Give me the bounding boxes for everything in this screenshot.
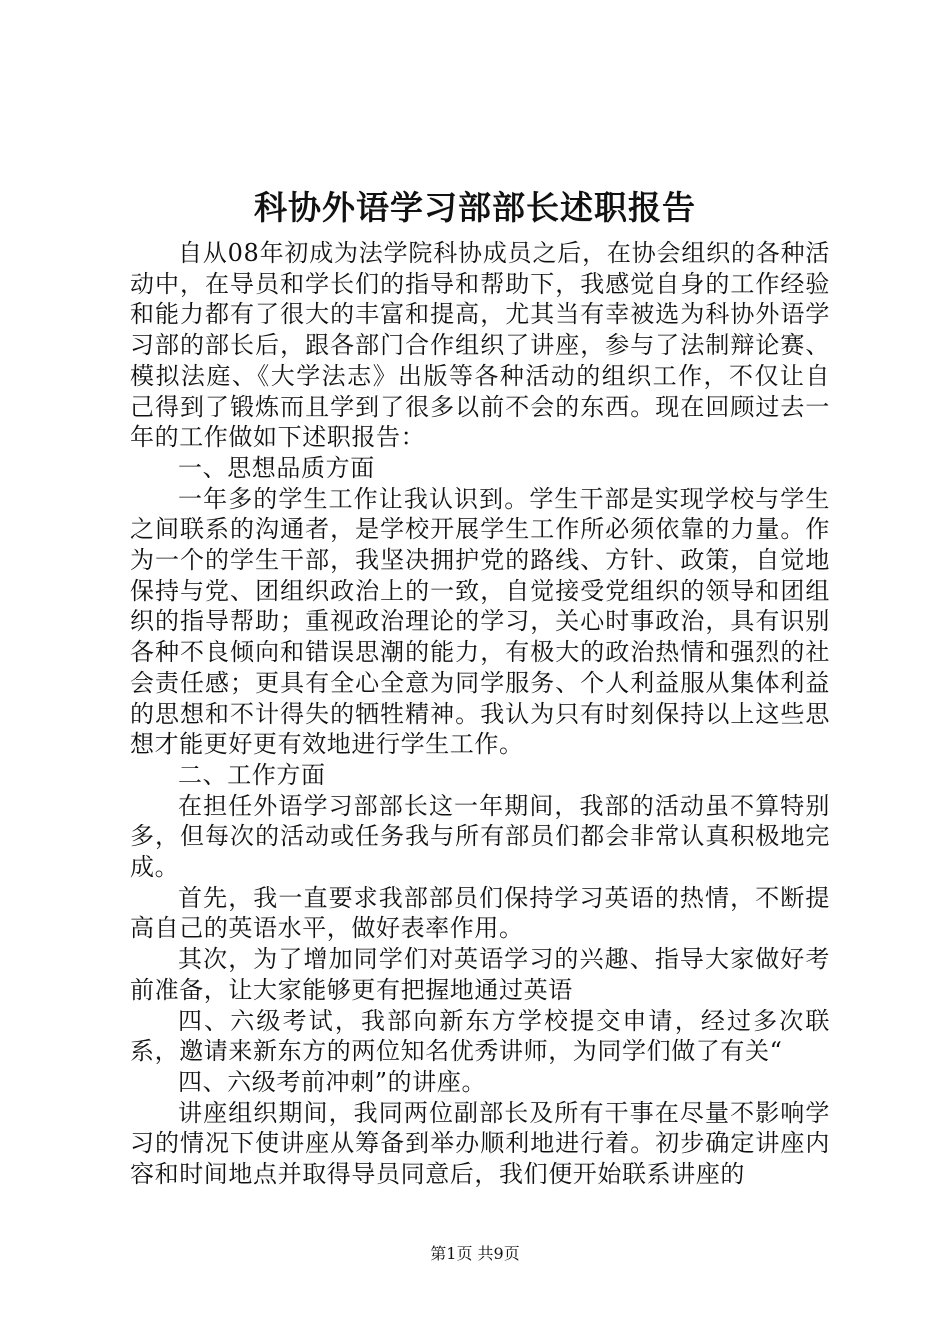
paragraph-exam-request: 四、六级考试，我部向新东方学校提交申请，经过多次联系，邀请来新东方的两位知名优秀讲师，为同学们做了有关“ — [130, 1006, 830, 1066]
document-body — [130, 238, 830, 1190]
page-footer: 第1页 共9页 — [430, 1244, 520, 1263]
document-title: 科协外语学习部部长述职报告 — [254, 188, 696, 227]
paragraph-organization: 讲座组织期间，我同两位副部长及所有干事在尽量不影响学习的情况下使讲座从筹备到举办顺利地进行着。初步确定讲座内容和时间地点并取得导员同意后，我们便开始联系讲座的 — [130, 1098, 830, 1189]
paragraph-lecture-name: 四、六级考前冲刺”的讲座。 — [178, 1067, 487, 1096]
section-heading-work: 二、工作方面 — [178, 760, 326, 789]
paragraph-intro: 自从08年初成为法学院科协成员之后，在协会组织的各种活动中，在导员和学长们的指导和帮助下，我感觉自身的工作经验和能力都有了很大的丰富和提高，尤其当有幸被选为科协外语学习部的部长后，跟各部门合作组织了讲座，参与了法制辩论赛、模拟法庭、《大学法志》出版等各种活动的组织工作，不仅让自己得到了锻炼而且学到了很多以前不会的东西。现在回顾过去一年的工作做如下述职报告： — [130, 239, 830, 452]
section-heading-ideology: 一、思想品质方面 — [178, 453, 375, 482]
paragraph-ideology: 一年多的学生工作让我认识到。学生干部是实现学校与学生之间联系的沟通者，是学校开展学生工作所必须依靠的力量。作为一个的学生干部，我坚决拥护党的路线、方针、政策，自觉地保持与党、团组织政治上的一致，自觉接受党组织的领导和团组织的指导帮助；重视政治理论的学习，关心时事政治，具有识别各种不良倾向和错误思潮的能力，有极大的政治热情和强烈的社会责任感；更具有全心全意为同学服务、个人利益服从集体利益的思想和不计得失的牺牲精神。我认为只有时刻保持以上这些思想才能更好更有效地进行学生工作。 — [130, 484, 830, 759]
paragraph-second: 其次，为了增加同学们对英语学习的兴趣、指导大家做好考前准备，让大家能够更有把握地通过英语 — [130, 945, 830, 1004]
paragraph-work-overview: 在担任外语学习部部长这一年期间，我部的活动虽不算特别多，但每次的活动或任务我与所有部员们都会非常认真积极地完成。 — [130, 791, 830, 882]
paragraph-first: 首先，我一直要求我部部员们保持学习英语的热情，不断提高自己的英语水平，做好表率作用。 — [130, 883, 830, 943]
